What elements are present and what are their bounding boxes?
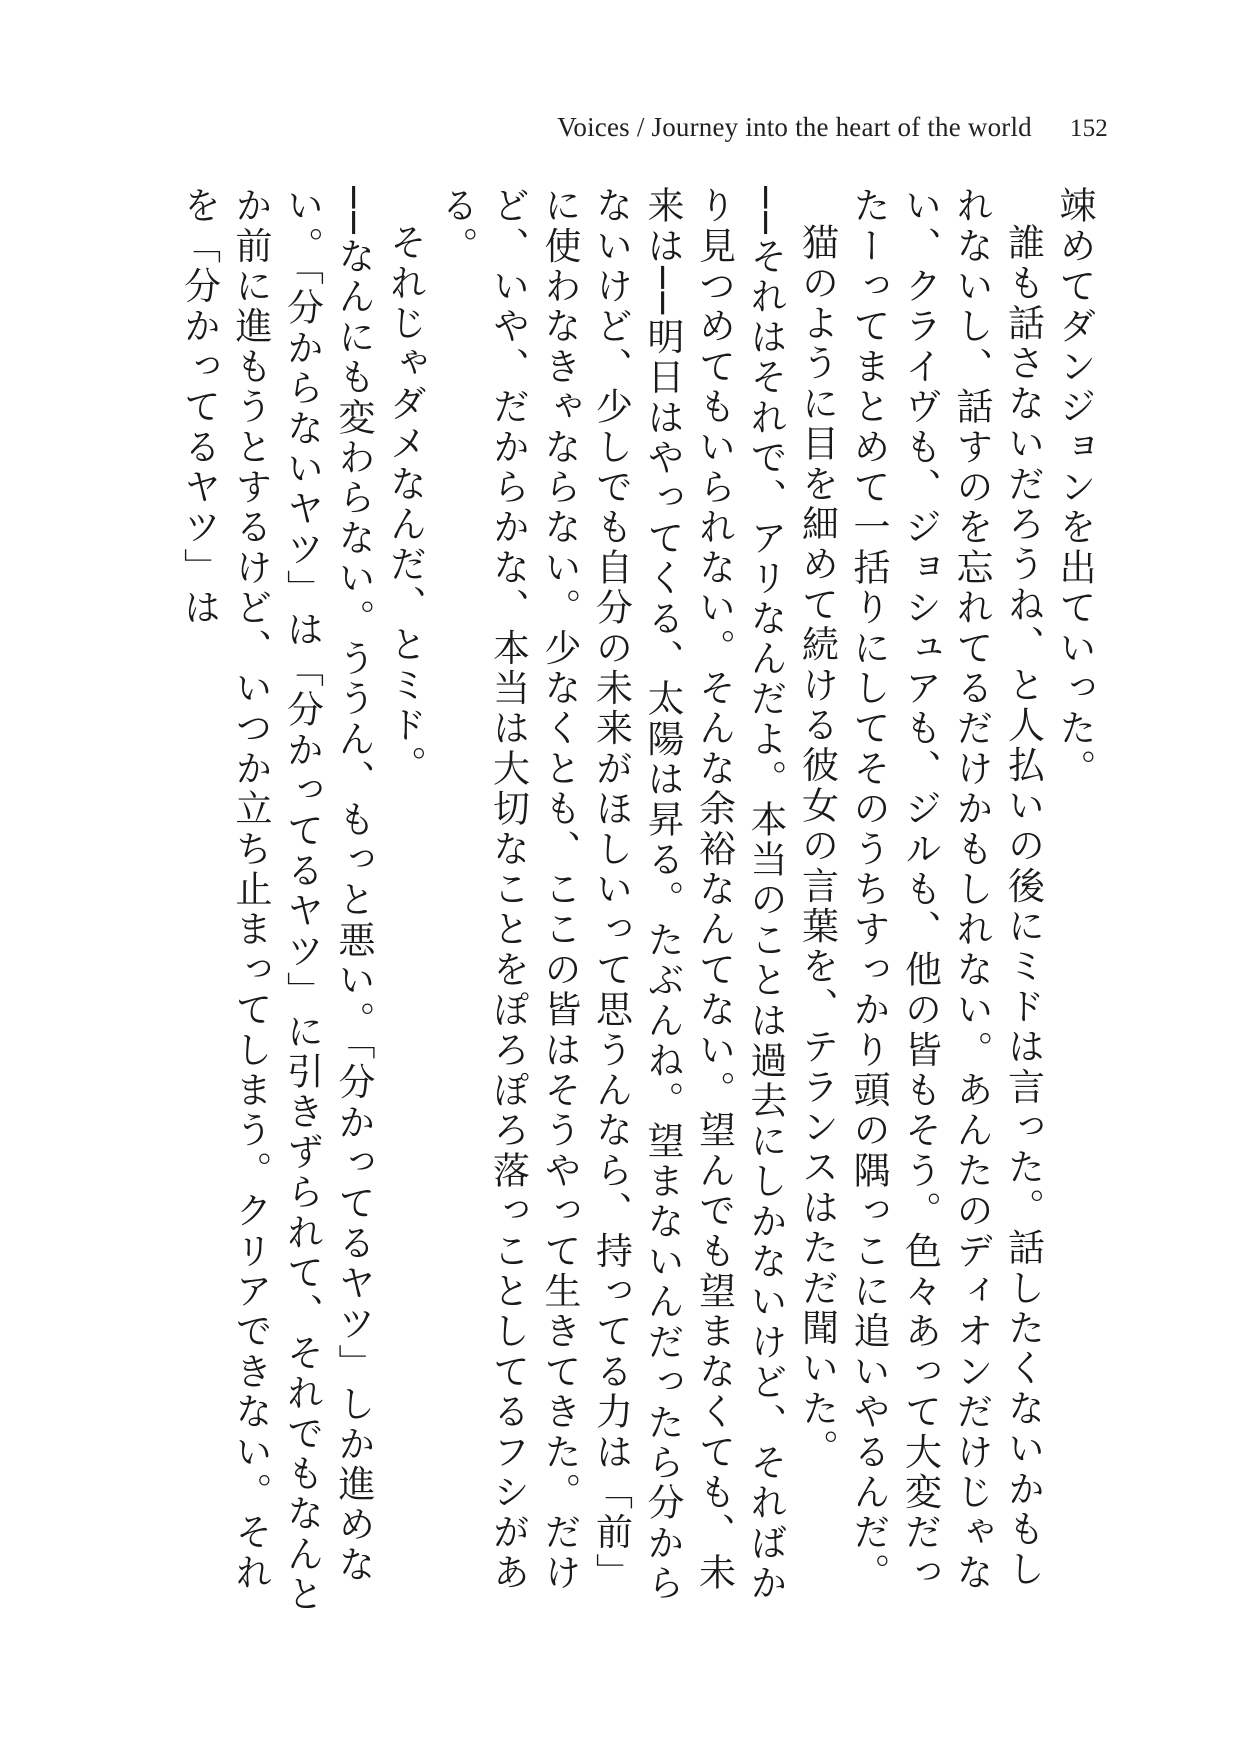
paragraph: 竦めてダンジョンを出ていった。: [1053, 186, 1096, 789]
paragraph: 誰も話さないだろうね、と人払いの後にミドは言った。話したくないかもしれないし、話すのを忘れてるだけかもしれない。あんたのディオンだけじゃない、クライヴも、ジョシュアも、ジルも、他の皆もそう。色々あって大変だったーってまとめて一括りにしてそのうちすっかり頭の隅っこに追いやるんだ。: [847, 186, 1045, 1593]
running-title: Voices / Journey into the heart of the world: [557, 112, 1032, 142]
paragraph: 猫のように目を細めて続ける彼女の言葉を、テランスはただ聞いた。: [795, 223, 839, 1470]
paragraph: ──それはそれで、アリなんだよ。本当のことは過去にしかないけど、そればかり見つめてもいられない。そんな余裕なんてない。望んでも望まなくても、未来は──明日はやってくる、太陽は昇る。たぶんね。望まないんだったら分からないけど、少しでも自分の未来がほしいって思うんなら、持ってる力は「前」に使わなきゃならない。少なくとも、ここの皆はそうやって生きてきた。だけど、いや、だからかな、本当は大切なことをぽろぽろ落っことしてるフシがある。: [435, 186, 787, 1604]
page-number: 152: [1069, 115, 1108, 142]
paragraph: ──なんにも変わらない。ううん、もっと悪い。「分かってるヤツ」しか進めない。「分からないヤツ」は「分かってるヤツ」に引きずられて、それでもなんとか前に進もうとするけど、いつか立ち止まってしまう。クリアできない。それを「分かってるヤツ」は: [177, 186, 375, 1615]
running-header: [557, 112, 1108, 143]
body-text: [100, 186, 1100, 1626]
paragraph: それじゃダメなんだ、とミド。: [383, 223, 427, 786]
